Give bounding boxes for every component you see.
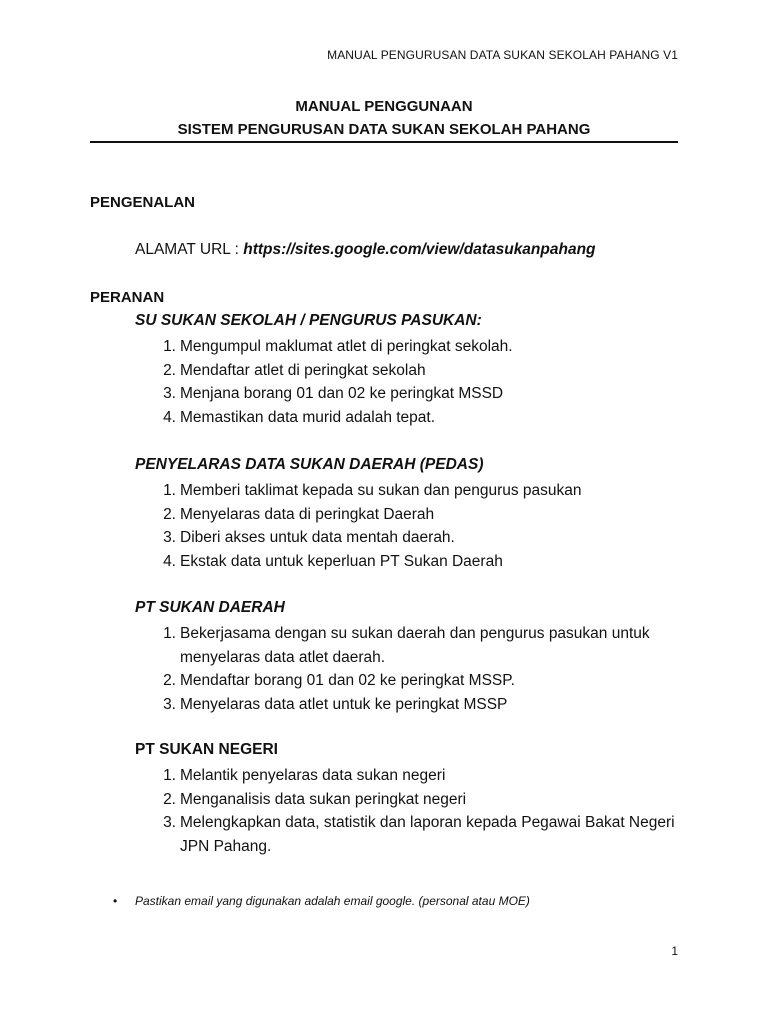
document-title bbox=[90, 95, 678, 141]
list-item: 4. Memastikan data murid adalah tepat. bbox=[163, 408, 436, 426]
section-heading-pengenalan: PENGENALAN bbox=[90, 194, 196, 211]
section-heading-peranan: PERANAN bbox=[90, 289, 165, 306]
list-item: 1. Melantik penyelaras data sukan negeri bbox=[163, 767, 446, 784]
list-item: 1. Memberi taklimat kepada su sukan dan pengurus pasukan bbox=[163, 482, 582, 499]
list-item: 1. Mengumpul maklumat atlet di peringkat sekolah. bbox=[163, 338, 513, 355]
role-list-su-sukan bbox=[163, 335, 680, 429]
list-item: 2. Menyelaras data di peringkat Daerah bbox=[163, 505, 435, 523]
list-item: 3. Menjana borang 01 dan 02 ke peringkat MSSD bbox=[163, 385, 504, 402]
email-note bbox=[113, 894, 530, 908]
title-underline bbox=[90, 141, 678, 143]
role-heading-su-sukan: SU SUKAN SEKOLAH / PENGURUS PASUKAN: bbox=[135, 312, 482, 329]
list-item: 2. Menganalisis data sukan peringkat negeri bbox=[163, 790, 467, 808]
title-line-1: MANUAL PENGGUNAAN bbox=[295, 98, 473, 115]
list-item: 3. Menyelaras data atlet untuk ke peringkat MSSP bbox=[163, 695, 508, 713]
list-item: 1. Bekerjasama dengan su sukan daerah dan pengurus pasukan untuk menyelaras data atlet daerah. bbox=[163, 625, 650, 666]
role-heading-pedas: PENYELARAS DATA SUKAN DAERAH (PEDAS) bbox=[135, 456, 484, 473]
url-line bbox=[135, 241, 596, 259]
site-url-link[interactable]: https://sites.google.com/view/datasukanpahang bbox=[243, 241, 596, 258]
title-line-2: SISTEM PENGURUSAN DATA SUKAN SEKOLAH PAHANG bbox=[177, 121, 591, 138]
role-list-pt-sukan-daerah bbox=[163, 622, 680, 716]
list-item: 3. Diberi akses untuk data mentah daerah. bbox=[163, 529, 455, 546]
page-number: 1 bbox=[671, 944, 678, 958]
list-item: 2. Mendaftar borang 01 dan 02 ke peringkat MSSP. bbox=[163, 672, 515, 689]
list-item: 4. Ekstak data untuk keperluan PT Sukan Daerah bbox=[163, 552, 503, 570]
role-heading-pt-sukan-daerah: PT SUKAN DAERAH bbox=[135, 599, 285, 616]
running-header: MANUAL PENGURUSAN DATA SUKAN SEKOLAH PAHANG V1 bbox=[327, 48, 678, 62]
role-heading-pt-sukan-negeri: PT SUKAN NEGERI bbox=[135, 741, 278, 758]
list-item: 3. Melengkapkan data, statistik dan laporan kepada Pegawai Bakat Negeri JPN Pahang. bbox=[163, 814, 675, 855]
role-list-pedas bbox=[163, 479, 680, 573]
role-list-pt-sukan-negeri bbox=[163, 764, 680, 858]
list-item: 2. Mendaftar atlet di peringkat sekolah bbox=[163, 361, 426, 379]
url-label: ALAMAT URL : bbox=[135, 241, 244, 258]
bullet-icon: • bbox=[113, 894, 118, 908]
note-text: Pastikan email yang digunakan adalah email google. (personal atau MOE) bbox=[135, 894, 530, 908]
